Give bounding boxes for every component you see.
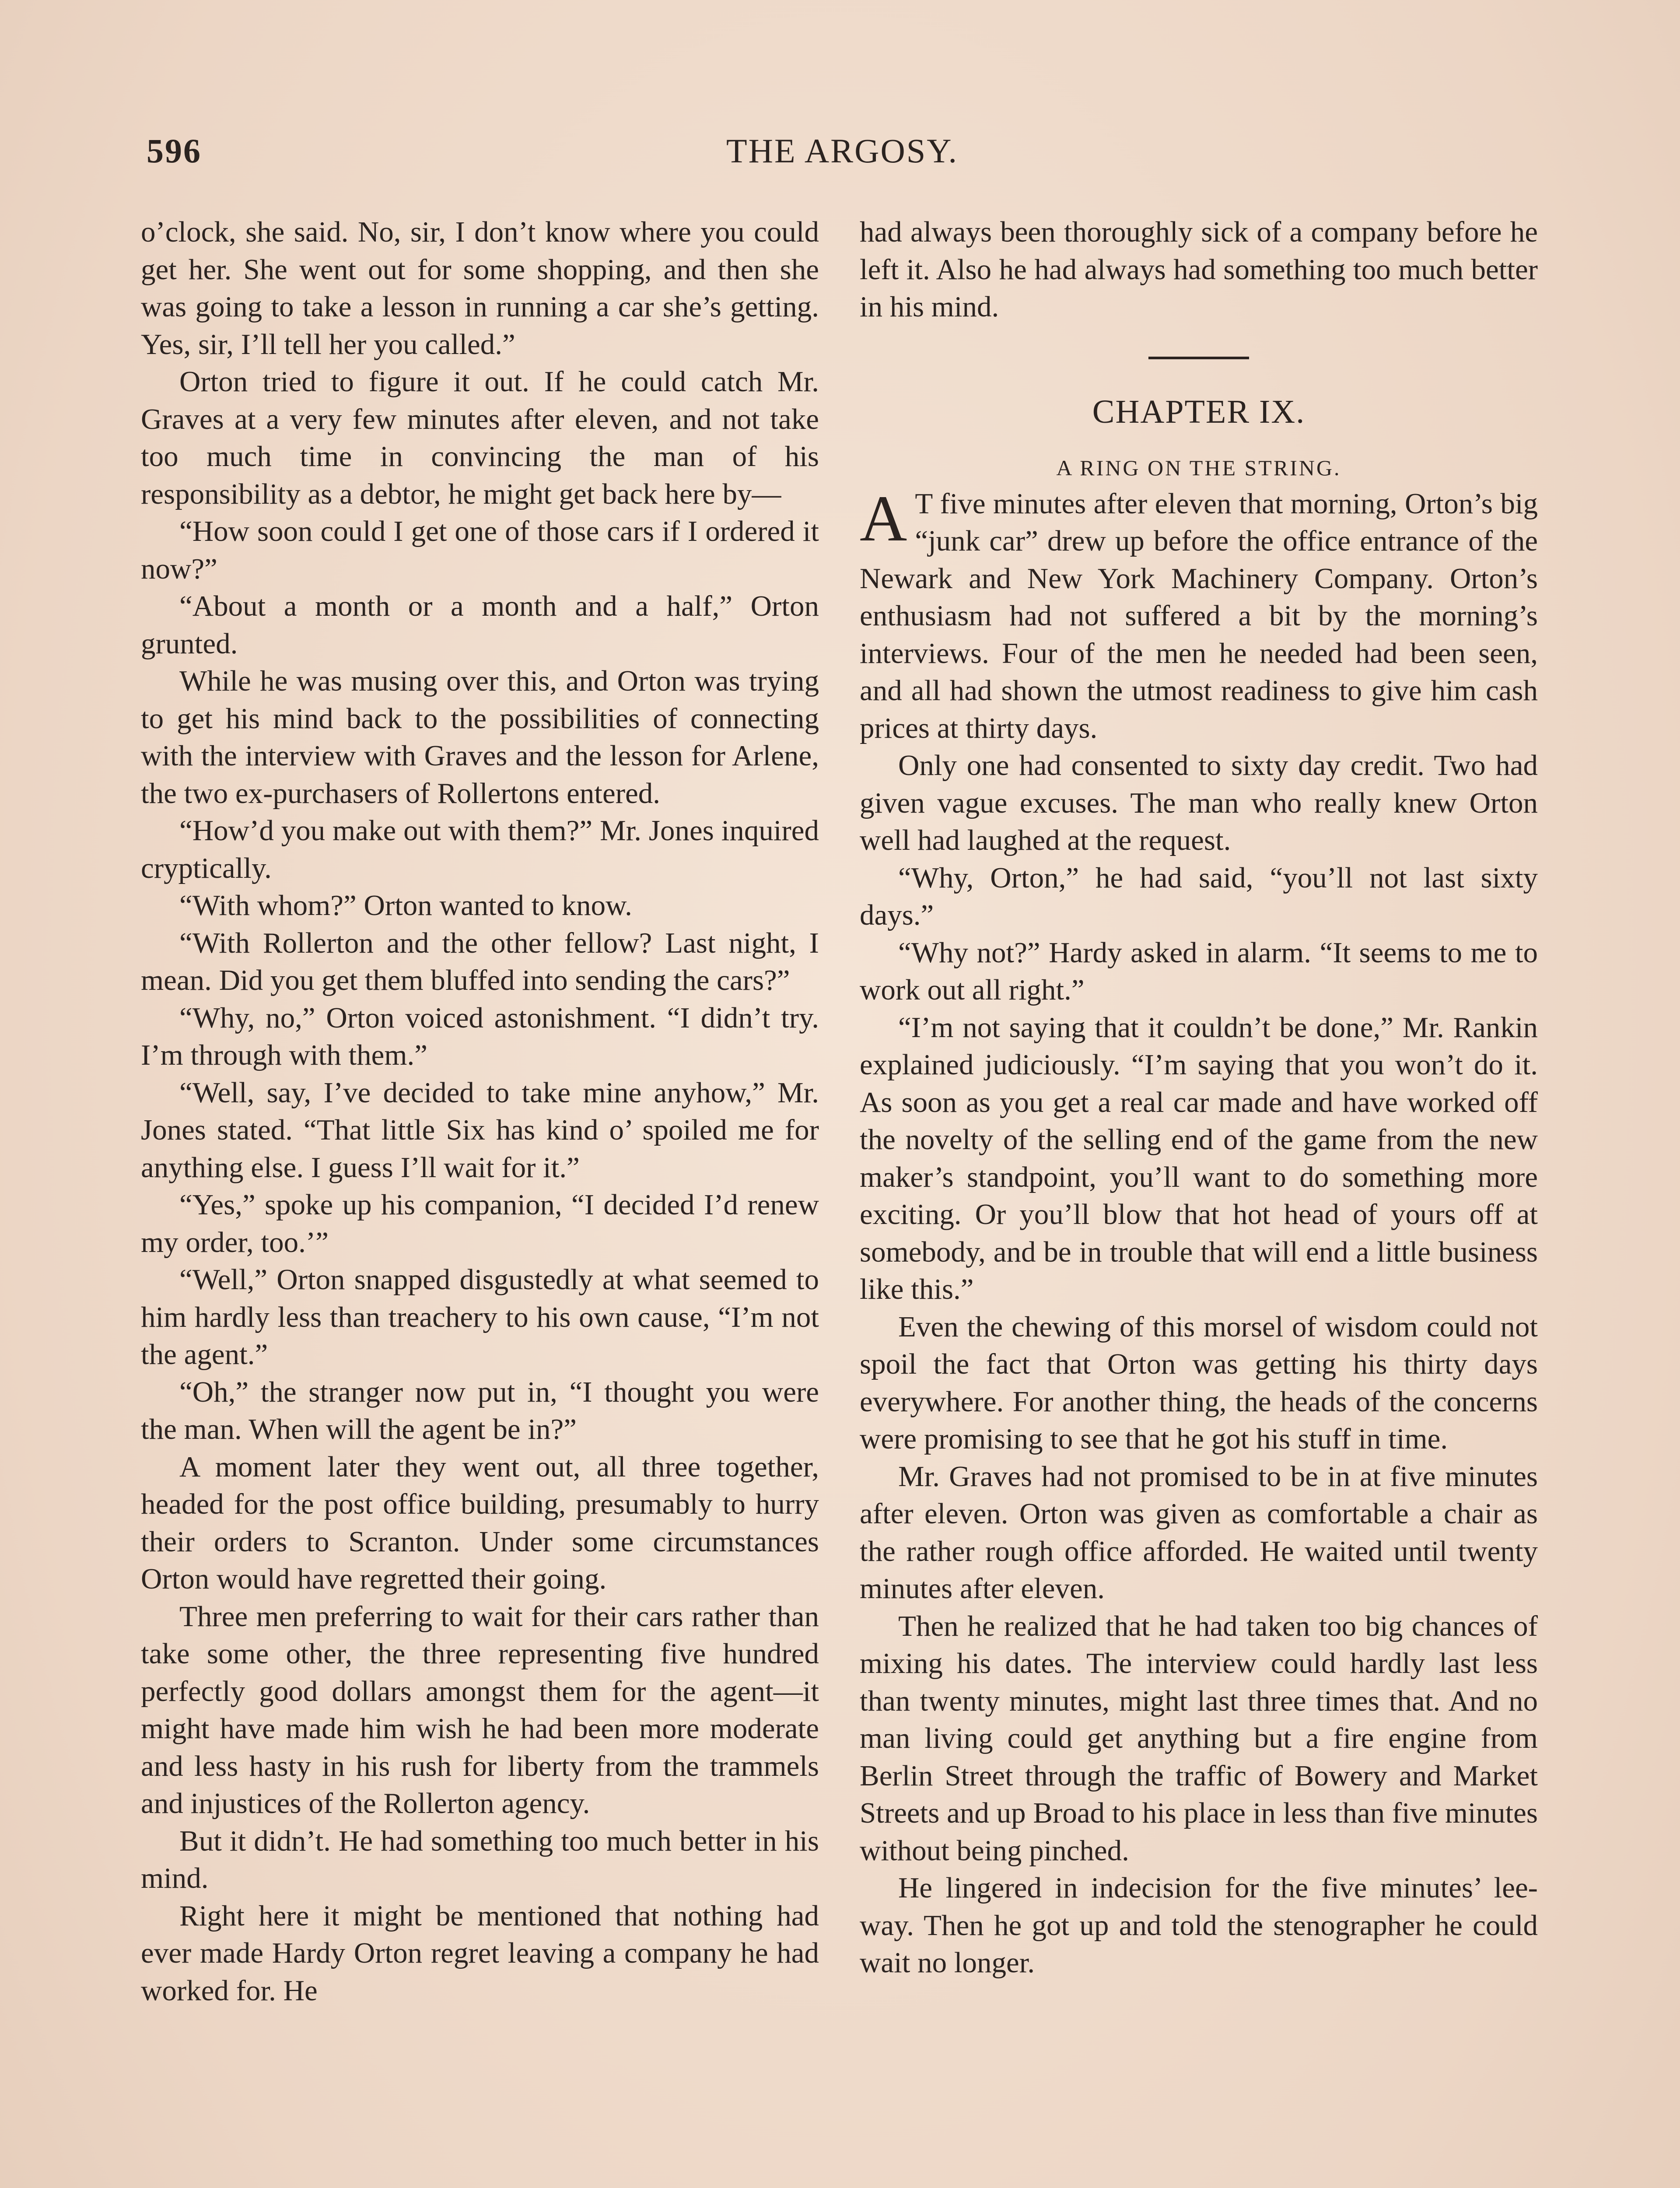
- paragraph: Right here it might be mentioned that nothing had ever made Hardy Orton regret leaving a company he had worked for. He: [141, 1899, 819, 2007]
- paragraph: Even the chewing of this morsel of wisdom could not spoil the fact that Orton was getting his thirty days everywhere. For another thing, the heads of the concerns were promising to see that he got his stuff in time.: [860, 1310, 1538, 1455]
- paragraph: o’clock, she said. No, sir, I don’t know where you could get her. She went out for some shopping, and then she was going to take a lesson in running a car she’s getting. Yes, sir, I’ll tell her you called.”: [141, 216, 819, 361]
- paragraph: “How’d you make out with them?” Mr. Jones inquired cryptically.: [141, 814, 819, 884]
- running-title: THE ARGOSY.: [726, 132, 958, 170]
- paragraph: “With Rollerton and the other fellow? Last night, I mean. Did you get them bluffed into sending the cars?”: [141, 926, 819, 996]
- paragraph: “Well, say, I’ve decided to take mine anyhow,” Mr. Jones stated. “That little Six has kind o’ spoiled me for anything else. I guess I’ll wait for it.”: [141, 1076, 819, 1184]
- paragraph: had always been thoroughly sick of a company before he left it. Also he had always had something too much better in his mind.: [860, 216, 1538, 323]
- paragraph: Then he realized that he had taken too big chances of mixing his dates. The interview could hardly last less than twenty minutes, might last three times that. And no man living could get anything but a fire engine from Berlin Street through the traffic of Bowery and Market Streets and up Broad to his place in less than five minutes without being pinched.: [860, 1609, 1538, 1867]
- paragraph: Three men preferring to wait for their cars rather than take some other, the three representing five hundred perfectly good dollars amongst them for the agent—it might have made him wish he had been more moderate and less hasty in his rush for liberty from the trammels and injustices of the Rollerton agency.: [141, 1600, 819, 1820]
- paragraph: “Well,” Orton snapped disgustedly at what seemed to him hardly less than treachery to his own cause, “I’m not the agent.”: [141, 1263, 819, 1371]
- paragraph: A moment later they went out, all three together, headed for the post office building, presumably to hurry their orders to Scranton. Under some circumstances Orton would have regretted their going.: [141, 1450, 819, 1595]
- paragraph: While he was musing over this, and Orton was trying to get his mind back to the possibilities of connecting with the interview with Graves and the lesson for Arlene, the two ex-purchasers of Rollertons entered.: [141, 665, 819, 810]
- paragraph: Orton tried to figure it out. If he could catch Mr. Graves at a very few minutes after eleven, and not take too much time in convincing the man of his responsibility as a debtor, he might get back here by—: [141, 365, 819, 510]
- paragraph: “How soon could I get one of those cars if I ordered it now?”: [141, 515, 819, 585]
- running-header: [147, 131, 1538, 179]
- paragraph: Mr. Graves had not promised to be in at five minutes after eleven. Orton was given as comfortable a chair as the rather rough office afforded. He waited until twenty minutes after eleven.: [860, 1460, 1538, 1605]
- paragraph: But it didn’t. He had something too much better in his mind.: [141, 1824, 819, 1894]
- paragraph: “Why not?” Hardy asked in alarm. “It seems to me to work out all right.”: [860, 936, 1538, 1006]
- paragraph: “Why, no,” Orton voiced astonishment. “I didn’t try. I’m through with them.”: [141, 1001, 819, 1071]
- chapter-subtitle: A RING ON THE STRING.: [1056, 455, 1341, 480]
- chapter-heading: CHAPTER IX.: [1092, 393, 1306, 430]
- paragraph: “Oh,” the stranger now put in, “I thought you were the man. When will the agent be in?”: [141, 1375, 819, 1445]
- right-column: [860, 214, 1538, 1982]
- page-number: 596: [147, 132, 202, 170]
- paragraph: “About a month or a month and a half,” Orton grunted.: [141, 590, 819, 660]
- paragraph: “Yes,” spoke up his companion, “I decided I’d renew my order, too.’”: [141, 1189, 819, 1259]
- paragraph: “Why, Orton,” he had said, “you’ll not last sixty days.”: [860, 861, 1538, 931]
- paragraph: “With whom?” Orton wanted to know.: [179, 889, 632, 922]
- chapter-opening-paragraph: [860, 482, 1538, 747]
- paragraph: Only one had consented to sixty day credit. Two had given vague excuses. The man who really knew Orton well had laughed at the request.: [860, 749, 1538, 856]
- paragraph: He lingered in indecision for the five minutes’ lee-way. Then he got up and told the stenographer he could wait no longer.: [860, 1872, 1538, 1979]
- opening-text: T five minutes after eleven that morning, Orton’s big “junk car” drew up before the office entrance of the Newark and New York Machinery Company. Orton’s enthusiasm had not suffered a bit by the morning’s interviews. Four of the men he needed had been seen, and all had shown the utmost readiness to give him cash prices at thirty days.: [860, 487, 1538, 744]
- left-column: [141, 214, 819, 2009]
- paragraph: “I’m not saying that it couldn’t be done,” Mr. Rankin explained judiciously. “I’m saying that you won’t do it. As soon as you get a real car made and have worked off the novelty of the selling end of the game from the new maker’s standpoint, you’ll want to do something more exciting. Or you’ll blow that hot head of yours off at somebody, and be in trouble that will end a little business like this.”: [860, 1011, 1538, 1305]
- drop-cap: A: [860, 482, 907, 555]
- section-divider: [1148, 357, 1249, 359]
